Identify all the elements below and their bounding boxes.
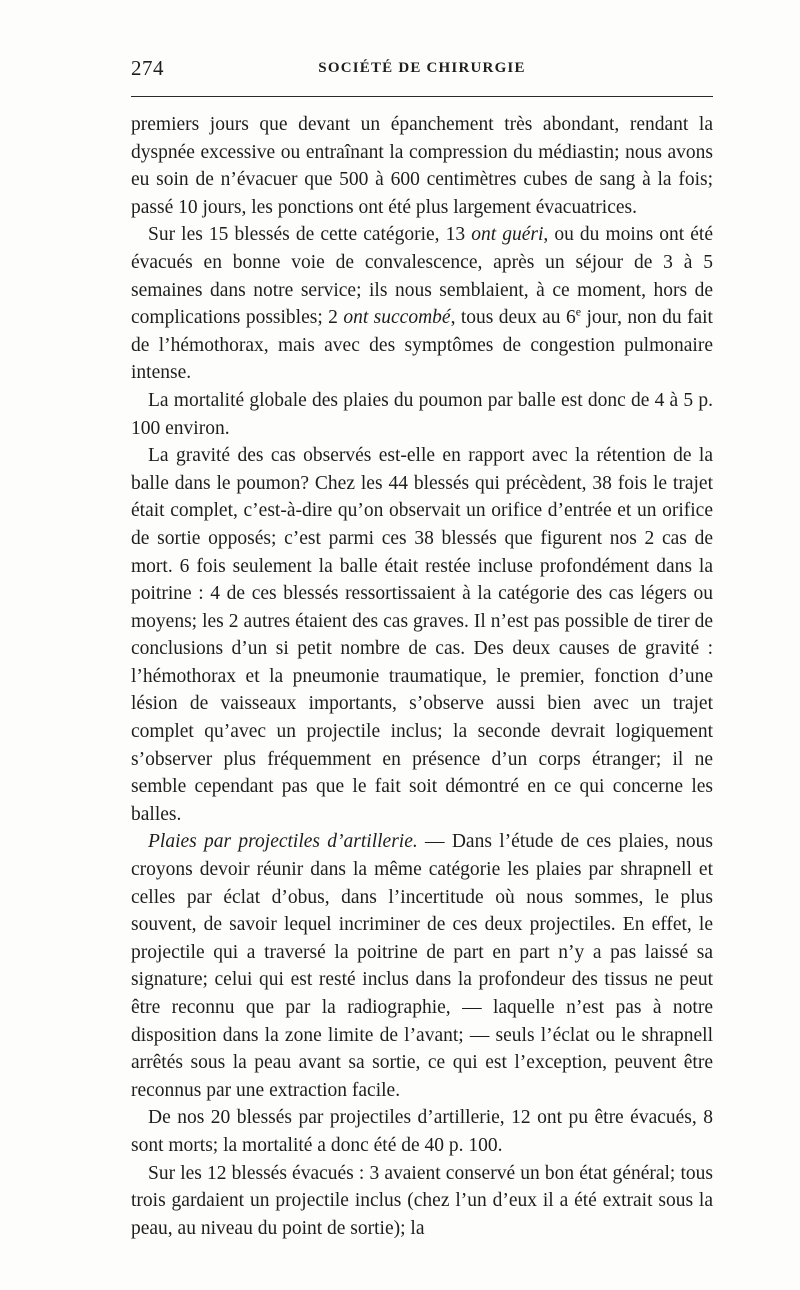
superscript-e: e	[575, 304, 582, 319]
paragraph-2-part-a: Sur les 15 blessés de cette catégorie, 13	[148, 224, 472, 246]
body-text	[131, 111, 713, 1242]
page-header	[131, 56, 713, 90]
paragraph-4: La gravité des cas observés est-elle en rapport avec la rétention de la balle dans le poumon? Chez les 44 blessés qui précèdent, 38 fois le trajet était complet, c’est-à-dire qu’on observait un orifice d’entrée et un orifice de sortie opposés; c’est parmi ces 38 blessés que figurent nos 2 cas de mort. 6 fois seulement la balle était restée incluse profondément dans la poitrine : 4 de ces blessés ressortissaient à la catégorie des cas légers ou moyens; les 2 autres étaient des cas graves. Il n’est pas possible de tirer de conclusions d’un si petit nombre de cas. Des deux causes de gravité : l’hémothorax et la pneumonie traumatique, le premier, fonction d’une lésion de vaisseaux importants, s’observe aussi bien avec un trajet complet qu’avec un projectile inclus; la seconde devrait logiquement s’observer plus fréquemment en présence d’un corps étranger; il ne semble cependant pas que le fait soit démontré en ce qui concerne les balles.	[131, 445, 713, 825]
paragraph-3: La mortalité globale des plaies du poumon par balle est donc de 4 à 5 p. 100 environ.	[131, 389, 713, 439]
paragraph-2-part-d: jour, non du fait de l’hémothorax, mais avec des symptômes de congestion pulmonaire intense.	[131, 307, 713, 384]
paragraph-5	[131, 828, 713, 1104]
paragraph-1: premiers jours que devant un épanchement très abondant, rendant la dyspnée excessive ou entraînant la compression du médiastin; nous avons eu soin de n’évacuer que 500 à 600 centimètres cubes de sang à la fois; passé 10 jours, les ponctions ont été plus largement évacuatrices.	[131, 114, 713, 218]
running-head: SOCIÉTÉ DE CHIRURGIE	[318, 60, 526, 76]
paragraph-2-part-c: , tous deux au 6	[450, 307, 576, 329]
paragraph-5-text: — Dans l’étude de ces plaies, nous croyons devoir réunir dans la même catégorie les plaies par shrapnell et celles par éclat d’obus, dans l’incertitude où nous sommes, le plus souvent, de savoir lequel incriminer de ces deux projectiles. En effet, le projectile qui a traversé la poitrine de part en part n’y a pas laissé sa signature; celui qui est resté inclus dans la profondeur des tissus ne peut être reconnu que par la radiographie, — laquelle n’est pas à notre disposition dans la zone limite de l’avant; — seuls l’éclat ou le shrapnell arrêtés sous la peau avant sa sortie, ce qui est l’exception, peuvent être reconnus par une extraction facile.	[131, 831, 714, 1101]
italic-ont-gueri: ont guéri	[471, 224, 544, 246]
paragraph-2	[131, 221, 713, 387]
paragraph-2-part-b: , ou du moins ont été évacués en bonne voie de convalescence, après un séjour de 3 à 5 semaines dans notre service; ils nous semblaient, à ce moment, hors de complications possibles; 2	[131, 224, 713, 329]
paragraph-6: De nos 20 blessés par projectiles d’artillerie, 12 ont pu être évacués, 8 sont morts; la mortalité a donc été de 40 p. 100.	[131, 1107, 713, 1156]
paragraph-7: Sur les 12 blessés évacués : 3 avaient conservé un bon état général; tous trois gardaient un projectile inclus (chez l’un d’eux il a été extrait sous la peau, au niveau du point de sortie); la	[131, 1162, 713, 1239]
page-number: 274	[131, 56, 164, 80]
italic-ont-succombe: ont succombé	[343, 307, 451, 329]
header-rule	[131, 96, 713, 97]
section-heading-artillerie: Plaies par projectiles d’artillerie.	[148, 831, 418, 853]
